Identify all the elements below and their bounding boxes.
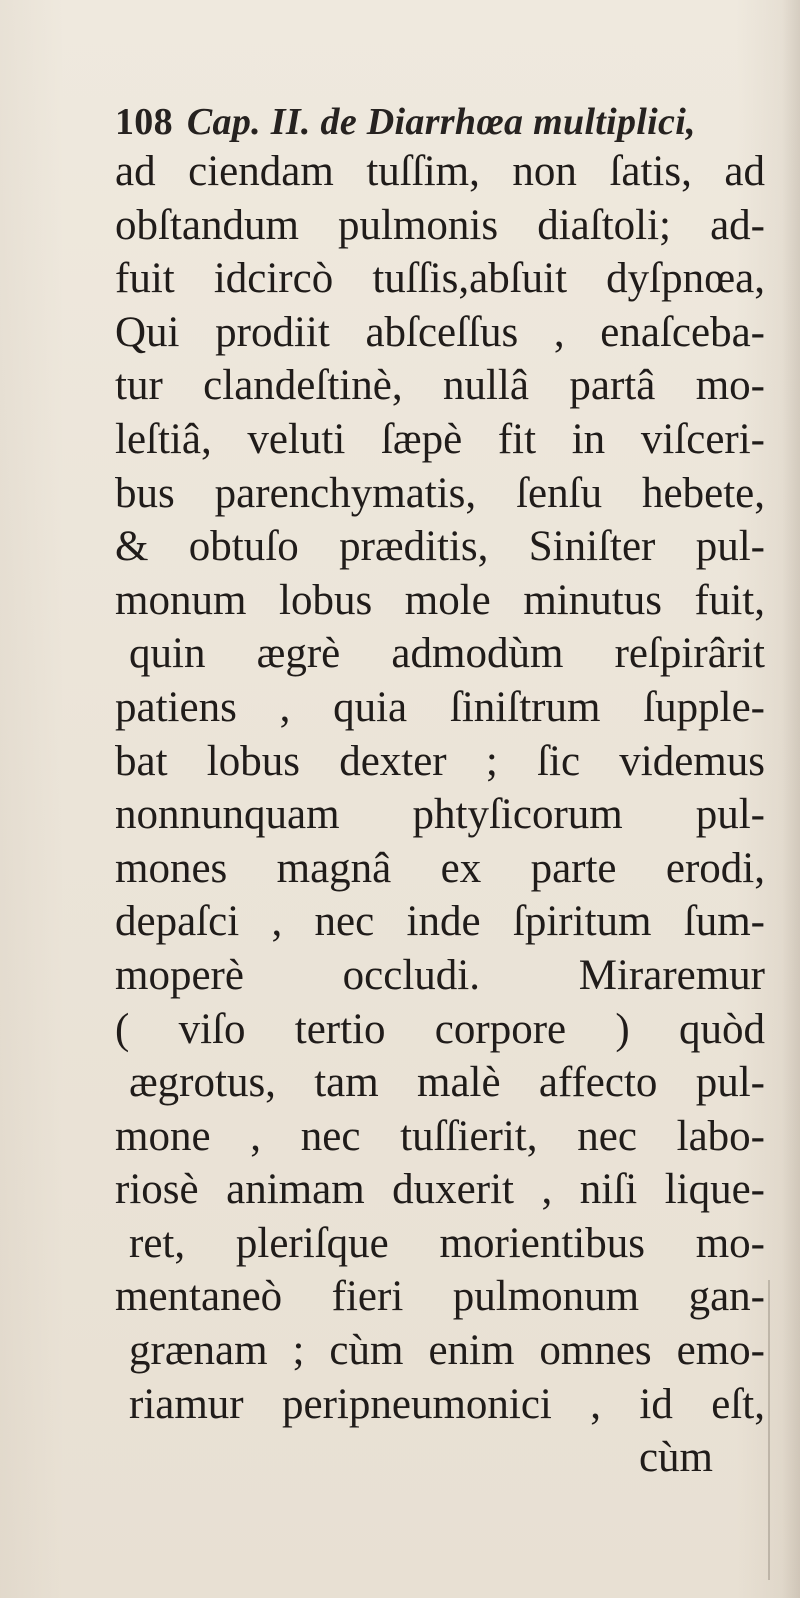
text-line: riosè animam duxerit , niſi lique- xyxy=(115,1166,765,1214)
catchword: cùm xyxy=(638,1434,713,1482)
text-line: & obtuſo præditis, Siniſter pul- xyxy=(115,523,765,571)
page-edge-shadow xyxy=(782,0,800,1598)
text-line: mone , nec tuſſierit, nec labo- xyxy=(115,1112,765,1160)
text-line: ad ciendam tuſſim, non ſatis, ad xyxy=(115,148,765,195)
text-line: riamur peripneumonici , id eſt, xyxy=(129,1380,765,1428)
body-text xyxy=(115,145,765,1485)
text-line: Qui prodiit abſceſſus , enaſceba- xyxy=(115,308,765,356)
text-line: fuit idcircò tuſſis,abſuit dyſpnœa, xyxy=(115,255,765,303)
text-line: depaſci , nec inde ſpiritum ſum- xyxy=(115,898,765,946)
page-number: 108 xyxy=(115,101,173,143)
text-line: monum lobus mole minutus fuit, xyxy=(115,576,765,624)
text-line: nonnunquam phtyſicorum pul- xyxy=(115,791,765,839)
running-title: Cap. II. de Diarrhœa multiplici, xyxy=(186,101,696,143)
text-line: patiens , quia ſiniſtrum ſupple- xyxy=(115,683,765,731)
text-line: bus parenchymatis, ſenſu hebete, xyxy=(115,469,765,517)
text-line: mones magnâ ex parte erodi, xyxy=(115,844,765,892)
text-line: quin ægrè admodùm reſpirârit xyxy=(129,630,765,678)
text-line: moperè occludi. Miraremur xyxy=(115,951,765,999)
page-header xyxy=(115,100,696,144)
page-edge-mark xyxy=(768,1280,770,1580)
text-line: bat lobus dexter ; ſic videmus xyxy=(115,737,765,785)
text-line: obſtandum pulmonis diaſtoli; ad- xyxy=(115,201,765,249)
text-line: tur clandeſtinè, nullâ partâ mo- xyxy=(115,362,765,410)
text-line: mentaneò fieri pulmonum gan- xyxy=(115,1273,765,1321)
text-line: grænam ; cùm enim omnes emo- xyxy=(129,1327,765,1375)
text-line: leſtiâ, veluti ſæpè fit in viſceri- xyxy=(115,415,765,463)
text-line: ret, pleriſque morientibus mo- xyxy=(129,1219,765,1267)
text-line: ægrotus, tam malè affecto pul- xyxy=(129,1059,765,1107)
text-line: ( viſo tertio corpore ) quòd xyxy=(115,1005,765,1053)
